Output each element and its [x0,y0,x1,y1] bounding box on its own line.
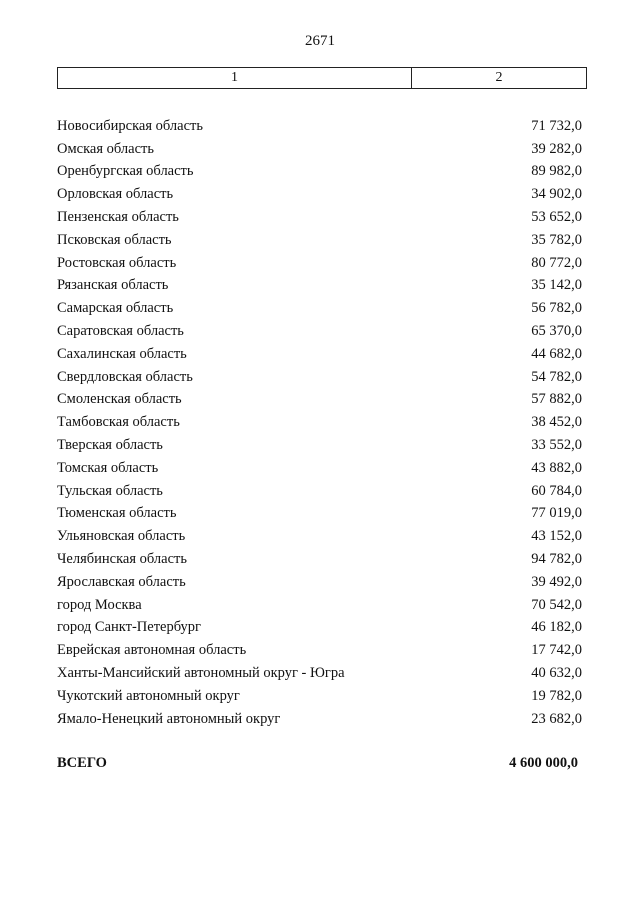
region-name: Ямало-Ненецкий автономный округ [57,710,281,727]
region-amount: 77 019,0 [531,505,582,522]
table-row [57,183,582,206]
region-name: Сахалинская область [57,345,187,362]
region-amount: 65 370,0 [531,323,582,340]
table-row [57,708,582,731]
table-row [57,548,582,571]
region-name: Томская область [57,459,159,476]
region-amount: 54 782,0 [531,368,582,385]
table-row [57,525,582,548]
region-amount: 46 182,0 [531,619,582,636]
region-amount: 70 542,0 [531,596,582,613]
region-name: Тамбовская область [57,414,180,431]
table-row [57,503,582,526]
table-row [57,206,582,229]
region-amount: 40 632,0 [531,665,582,682]
region-amount: 57 882,0 [531,391,582,408]
table-row [57,617,582,640]
region-amount: 44 682,0 [531,345,582,362]
region-name: город Санкт-Петербург [57,619,202,636]
region-name: Самарская область [57,300,174,317]
region-amount: 53 652,0 [531,209,582,226]
region-amount: 43 152,0 [531,528,582,545]
region-amount: 80 772,0 [531,254,582,271]
table-row [57,389,582,412]
region-amount: 39 282,0 [531,140,582,157]
table-row [57,662,582,685]
table-row [57,343,582,366]
table-row [57,457,582,480]
table-row [57,594,582,617]
region-amount: 94 782,0 [531,551,582,568]
region-name: Саратовская область [57,323,184,340]
table-row [57,685,582,708]
region-amount: 23 682,0 [531,710,582,727]
region-name: Ростовская область [57,254,177,271]
column-header-2: 2 [495,70,503,85]
region-name: Псковская область [57,231,172,248]
table-row [57,275,582,298]
region-name: Ярославская область [57,573,186,590]
region-amount: 39 492,0 [531,573,582,590]
region-name: Новосибирская область [57,117,203,134]
region-amount: 34 902,0 [531,186,582,203]
table-row [57,639,582,662]
table-row [57,434,582,457]
region-name: Смоленская область [57,391,182,408]
region-amount: 17 742,0 [531,642,582,659]
region-name: Челябинская область [57,551,187,568]
table-row [57,252,582,275]
table-row [57,411,582,434]
region-amount: 56 782,0 [531,300,582,317]
region-name: Ульяновская область [57,528,186,545]
total-value: 4 600 000,0 [509,755,578,771]
region-name: Рязанская область [57,277,169,294]
region-name: Еврейская автономная область [57,642,247,659]
column-header-1: 1 [58,68,412,88]
region-name: Тюменская область [57,505,177,522]
region-amount: 33 552,0 [531,437,582,454]
table-row [57,115,582,138]
region-name: город Москва [57,596,142,613]
table-row [57,480,582,503]
region-amount: 71 732,0 [531,117,582,134]
region-name: Ханты-Мансийский автономный округ - Югра [57,665,345,682]
region-amount: 38 452,0 [531,414,582,431]
region-list [57,115,582,731]
region-amount: 35 142,0 [531,277,582,294]
page-number: 2671 [305,33,335,49]
table-row [57,297,582,320]
region-amount: 43 882,0 [531,459,582,476]
region-name: Тульская область [57,482,163,499]
region-name: Чукотский автономный округ [57,687,240,704]
region-name: Пензенская область [57,209,179,226]
region-amount: 60 784,0 [531,482,582,499]
table-row [57,161,582,184]
total-label: ВСЕГО [57,755,107,771]
region-amount: 19 782,0 [531,687,582,704]
total-row [57,755,578,772]
region-name: Тверская область [57,437,163,454]
table-row [57,138,582,161]
column-header-table [57,67,587,89]
table-row [57,571,582,594]
region-name: Оренбургская область [57,163,194,180]
region-name: Свердловская область [57,368,193,385]
region-name: Омская область [57,140,154,157]
region-name: Орловская область [57,186,174,203]
table-row [57,366,582,389]
table-row [57,320,582,343]
region-amount: 89 982,0 [531,163,582,180]
table-row [57,229,582,252]
region-amount: 35 782,0 [531,231,582,248]
